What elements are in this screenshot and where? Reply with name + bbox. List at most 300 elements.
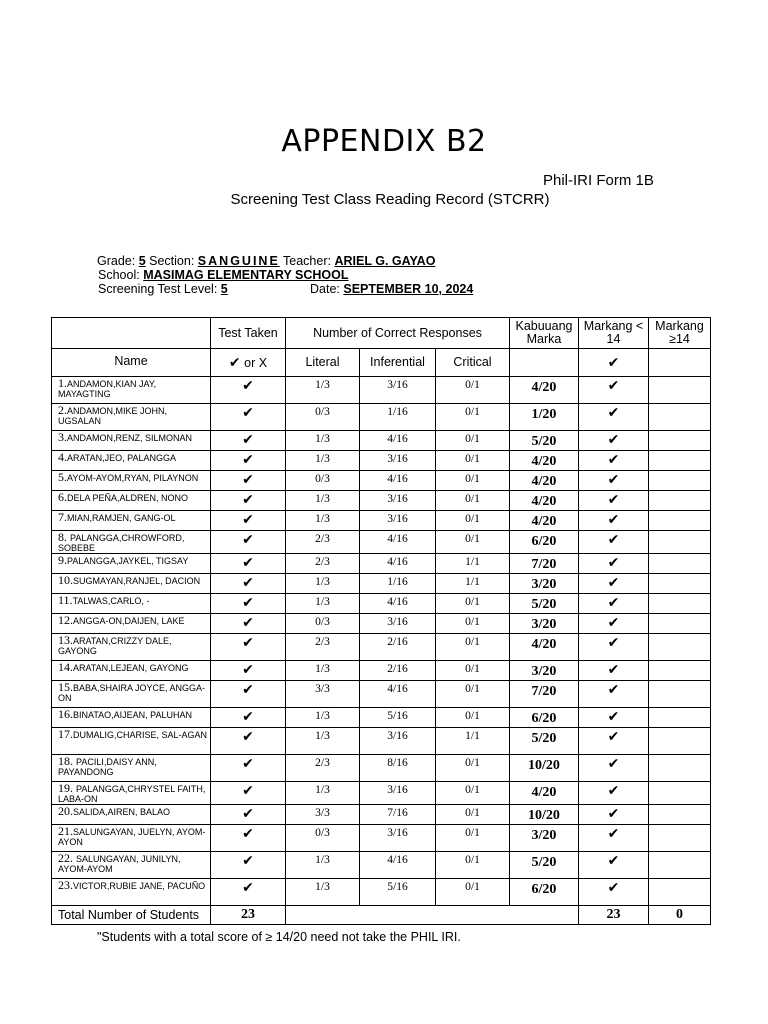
check-icon: ✔ [242, 532, 254, 548]
below-14-cell [579, 511, 649, 531]
table-row [52, 404, 711, 431]
literal-cell [286, 511, 360, 531]
student-name: PALANGGA,CHROWFORD, SOBEBE [58, 533, 185, 553]
table-row [52, 451, 711, 471]
student-name: ARATAN,JEO, PALANGGA [67, 453, 177, 463]
critical-score: 0/1 [465, 710, 480, 722]
literal-cell [286, 451, 360, 471]
literal-score: 0/3 [315, 827, 330, 839]
critical-score: 1/1 [465, 730, 480, 742]
inferential-score: 4/16 [387, 556, 408, 568]
row-number: 12. [58, 613, 73, 627]
table-row [52, 531, 711, 554]
critical-cell [436, 708, 510, 728]
inferential-score: 1/16 [387, 576, 408, 588]
footer-label: Total Number of Students [52, 906, 211, 925]
inferential-score: 4/16 [387, 683, 408, 695]
literal-score: 1/3 [315, 730, 330, 742]
total-score: 4/20 [531, 474, 557, 489]
below-14-cell [579, 594, 649, 614]
critical-cell [436, 614, 510, 634]
inferential-cell [360, 852, 436, 879]
total-score: 3/20 [531, 664, 557, 679]
check-icon: ✔ [242, 378, 254, 394]
test-taken-cell [211, 511, 286, 531]
critical-cell [436, 574, 510, 594]
test-taken-cell [211, 491, 286, 511]
header-literal: Literal [286, 349, 360, 377]
below-14-cell [579, 574, 649, 594]
student-name: VICTOR,RUBIE JANE, PACUÑO [73, 881, 206, 891]
total-score-cell [510, 404, 579, 431]
student-name-cell [52, 634, 211, 661]
below-14-cell [579, 404, 649, 431]
check-icon: ✔ [242, 853, 254, 869]
below-14-cell [579, 852, 649, 879]
below-14-cell [579, 879, 649, 906]
header-blank-14 [649, 349, 711, 377]
header-correct-responses: Number of Correct Responses [286, 318, 510, 349]
at-least-14-cell [649, 708, 711, 728]
check-icon: ✔ [242, 575, 254, 591]
below-14-cell [579, 531, 649, 554]
at-least-14-cell [649, 531, 711, 554]
student-name-cell [52, 451, 211, 471]
check-icon: ✔ [242, 405, 254, 421]
at-least-14-cell [649, 574, 711, 594]
total-score-cell [510, 728, 579, 755]
check-icon: ✔ [242, 880, 254, 896]
inferential-score: 2/16 [387, 663, 408, 675]
student-name: AYOM-AYOM,RYAN, PILAYNON [67, 473, 199, 483]
inferential-cell [360, 755, 436, 782]
student-name: ANDAMON,KIAN JAY, MAYAGTING [58, 379, 157, 399]
literal-cell [286, 491, 360, 511]
row-number: 15. [58, 680, 73, 694]
below-14-cell [579, 634, 649, 661]
inferential-cell [360, 614, 436, 634]
critical-score: 0/1 [465, 596, 480, 608]
inferential-score: 7/16 [387, 807, 408, 819]
inferential-score: 4/16 [387, 854, 408, 866]
header-row-1 [52, 318, 711, 349]
critical-score: 0/1 [465, 533, 480, 545]
test-taken-cell [211, 404, 286, 431]
literal-cell [286, 681, 360, 708]
test-taken-cell [211, 471, 286, 491]
inferential-cell [360, 574, 436, 594]
table-row [52, 574, 711, 594]
student-name-cell [52, 755, 211, 782]
total-score: 4/20 [531, 494, 557, 509]
row-number: 7. [58, 510, 67, 524]
total-score-cell [510, 471, 579, 491]
row-number: 23. [58, 878, 73, 892]
student-name-cell [52, 879, 211, 906]
student-name: SALUNGAYAN, JUELYN, AYOM-AYON [58, 827, 206, 847]
critical-cell [436, 594, 510, 614]
critical-cell [436, 511, 510, 531]
table-row [52, 825, 711, 852]
literal-score: 1/3 [315, 596, 330, 608]
at-least-14-cell [649, 594, 711, 614]
test-taken-cell [211, 554, 286, 574]
literal-cell [286, 782, 360, 805]
at-least-14-cell [649, 471, 711, 491]
section-label: Section: [149, 254, 195, 268]
student-name: DELA PEÑA,ALDREN, NONO [67, 493, 189, 503]
info-line-school [98, 268, 349, 282]
critical-score: 0/1 [465, 616, 480, 628]
critical-cell [436, 404, 510, 431]
row-number: 22. [58, 851, 76, 865]
check-icon: ✔ [607, 492, 620, 508]
at-least-14-cell [649, 681, 711, 708]
footnote: "Students with a total score of ≥ 14/20 need not take the PHIL IRI. [97, 930, 461, 944]
literal-cell [286, 574, 360, 594]
literal-score: 2/3 [315, 757, 330, 769]
at-least-14-cell [649, 879, 711, 906]
inferential-score: 3/16 [387, 493, 408, 505]
below-14-cell [579, 805, 649, 825]
critical-cell [436, 825, 510, 852]
header-total-score: Kabuuang Marka [510, 318, 579, 349]
check-icon: ✔ [607, 575, 620, 591]
check-icon: ✔ [242, 806, 254, 822]
total-score: 4/20 [531, 785, 557, 800]
row-number: 8. [58, 530, 70, 544]
inferential-score: 3/16 [387, 730, 408, 742]
student-name: MIAN,RAMJEN, GANG-OL [67, 513, 176, 523]
total-score: 4/20 [531, 637, 557, 652]
total-score: 4/20 [531, 514, 557, 529]
test-taken-cell [211, 825, 286, 852]
critical-cell [436, 431, 510, 451]
student-name-cell [52, 614, 211, 634]
critical-score: 0/1 [465, 379, 480, 391]
student-name: ARATAN,LEJEAN, GAYONG [73, 663, 189, 673]
literal-cell [286, 614, 360, 634]
section-value: SANGUINE [197, 254, 280, 268]
check-icon: ✔ [607, 555, 620, 571]
check-icon: ✔ [607, 635, 620, 651]
check-icon: ✔ [242, 682, 254, 698]
literal-score: 3/3 [315, 807, 330, 819]
check-icon: ✔ [242, 635, 254, 651]
student-name-cell [52, 511, 211, 531]
inferential-cell [360, 681, 436, 708]
critical-cell [436, 451, 510, 471]
below-14-cell [579, 782, 649, 805]
critical-cell [436, 554, 510, 574]
total-score: 6/20 [531, 882, 557, 897]
row-number: 1. [58, 376, 67, 390]
check-icon: ✔ [607, 783, 620, 799]
inferential-cell [360, 511, 436, 531]
critical-score: 0/1 [465, 406, 480, 418]
below-14-cell [579, 755, 649, 782]
inferential-score: 3/16 [387, 513, 408, 525]
literal-score: 1/3 [315, 433, 330, 445]
inferential-cell [360, 531, 436, 554]
total-score: 5/20 [531, 434, 557, 449]
below-14-cell [579, 708, 649, 728]
total-score: 3/20 [531, 577, 557, 592]
total-score-cell [510, 661, 579, 681]
row-number: 6. [58, 490, 67, 504]
inferential-cell [360, 879, 436, 906]
student-name: PALANGGA,CHRYSTEL FAITH, LABA-ON [58, 784, 206, 804]
total-score-cell [510, 531, 579, 554]
at-least-14-cell [649, 404, 711, 431]
student-name: PACILI,DAISY ANN, PAYANDONG [58, 757, 157, 777]
test-taken-cell [211, 661, 286, 681]
student-name: ANGGA-ON,DAIJEN, LAKE [73, 616, 185, 626]
critical-score: 0/1 [465, 513, 480, 525]
inferential-score: 5/16 [387, 710, 408, 722]
at-least-14-cell [649, 377, 711, 404]
grade-value: 5 [138, 254, 146, 268]
header-critical: Critical [436, 349, 510, 377]
critical-score: 0/1 [465, 757, 480, 769]
check-icon: ✔ [607, 756, 620, 772]
critical-cell [436, 634, 510, 661]
literal-cell [286, 728, 360, 755]
total-score: 4/20 [531, 380, 557, 395]
row-number: 3. [58, 430, 67, 444]
literal-score: 2/3 [315, 556, 330, 568]
student-name: BABA,SHAIRA JOYCE, ANGGA-ON [58, 683, 206, 703]
total-score-cell [510, 825, 579, 852]
total-score-cell [510, 594, 579, 614]
inferential-score: 3/16 [387, 453, 408, 465]
student-name-cell [52, 782, 211, 805]
literal-score: 0/3 [315, 473, 330, 485]
at-least-14-cell [649, 451, 711, 471]
critical-score: 0/1 [465, 493, 480, 505]
table-row [52, 594, 711, 614]
inferential-score: 1/16 [387, 406, 408, 418]
total-score: 10/20 [528, 808, 560, 823]
total-score: 5/20 [531, 731, 557, 746]
critical-score: 1/1 [465, 576, 480, 588]
literal-score: 1/3 [315, 453, 330, 465]
literal-cell [286, 554, 360, 574]
literal-score: 0/3 [315, 406, 330, 418]
at-least-14-cell [649, 511, 711, 531]
check-icon: ✔ [228, 354, 241, 371]
total-score: 6/20 [531, 711, 557, 726]
form-name: Phil-IRI Form 1B [543, 172, 654, 189]
inferential-cell [360, 554, 436, 574]
header-at-least-14: Markang ≥14 [649, 318, 711, 349]
inferential-cell [360, 728, 436, 755]
table-row [52, 634, 711, 661]
check-icon: ✔ [242, 729, 254, 745]
row-number: 21. [58, 824, 73, 838]
literal-cell [286, 531, 360, 554]
student-name: ARATAN,CRIZZY DALE, GAYONG [58, 636, 172, 656]
literal-score: 1/3 [315, 710, 330, 722]
critical-cell [436, 755, 510, 782]
date-value: SEPTEMBER 10, 2024 [343, 282, 474, 296]
inferential-cell [360, 491, 436, 511]
inferential-cell [360, 594, 436, 614]
at-least-14-cell [649, 755, 711, 782]
row-number: 14. [58, 660, 73, 674]
table-row [52, 471, 711, 491]
total-score-cell [510, 574, 579, 594]
check-icon: ✔ [607, 512, 620, 528]
literal-score: 1/3 [315, 513, 330, 525]
check-icon: ✔ [607, 452, 620, 468]
check-icon: ✔ [242, 783, 254, 799]
total-score: 3/20 [531, 617, 557, 632]
student-name-cell [52, 594, 211, 614]
literal-cell [286, 755, 360, 782]
below-14-cell [579, 451, 649, 471]
inferential-cell [360, 471, 436, 491]
total-score-cell [510, 554, 579, 574]
test-taken-cell [211, 377, 286, 404]
critical-cell [436, 661, 510, 681]
check-icon: ✔ [607, 853, 620, 869]
inferential-cell [360, 805, 436, 825]
student-name-cell [52, 554, 211, 574]
total-score-cell [510, 377, 579, 404]
below-14-cell [579, 681, 649, 708]
check-icon: ✔ [242, 662, 254, 678]
literal-score: 0/3 [315, 616, 330, 628]
check-icon: ✔ [607, 472, 620, 488]
level-label: Screening Test Level: [98, 282, 218, 296]
school-value: MASIMAG ELEMENTARY SCHOOL [143, 268, 349, 282]
below-14-cell [579, 661, 649, 681]
footer-row [52, 906, 711, 925]
inferential-cell [360, 634, 436, 661]
test-taken-cell [211, 852, 286, 879]
critical-score: 0/1 [465, 827, 480, 839]
student-name-cell [52, 825, 211, 852]
teacher-value: ARIEL G. GAYAO [334, 254, 436, 268]
footer-taken-total: 23 [211, 906, 286, 925]
table-row [52, 614, 711, 634]
table-row [52, 554, 711, 574]
student-name: TALWAS,CARLO, - [72, 596, 150, 606]
info-line-level [98, 282, 228, 296]
header-below-14-check [579, 349, 649, 377]
grade-label: Grade: [97, 254, 136, 268]
literal-score: 1/3 [315, 854, 330, 866]
total-score: 10/20 [528, 758, 560, 773]
at-least-14-cell [649, 825, 711, 852]
table-row [52, 879, 711, 906]
check-icon: ✔ [607, 806, 620, 822]
below-14-cell [579, 825, 649, 852]
at-least-14-cell [649, 431, 711, 451]
inferential-score: 4/16 [387, 473, 408, 485]
student-name-cell [52, 728, 211, 755]
table-row [52, 782, 711, 805]
check-icon: ✔ [242, 615, 254, 631]
inferential-cell [360, 782, 436, 805]
critical-score: 1/1 [465, 556, 480, 568]
check-icon: ✔ [607, 354, 620, 371]
total-score-cell [510, 491, 579, 511]
test-taken-cell [211, 805, 286, 825]
footer-blank [286, 906, 579, 925]
at-least-14-cell [649, 852, 711, 879]
test-taken-cell [211, 634, 286, 661]
student-name-cell [52, 574, 211, 594]
at-least-14-cell [649, 554, 711, 574]
test-taken-cell [211, 681, 286, 708]
table-row [52, 708, 711, 728]
total-score: 3/20 [531, 828, 557, 843]
total-score: 1/20 [531, 407, 557, 422]
header-inferential: Inferential [360, 349, 436, 377]
literal-cell [286, 805, 360, 825]
table-row [52, 431, 711, 451]
literal-cell [286, 594, 360, 614]
row-number: 9. [58, 553, 67, 567]
student-name-cell [52, 431, 211, 451]
check-icon: ✔ [607, 378, 620, 394]
student-name: SUGMAYAN,RANJEL, DACION [73, 576, 201, 586]
critical-score: 0/1 [465, 881, 480, 893]
inferential-score: 8/16 [387, 757, 408, 769]
row-number: 19. [58, 781, 76, 795]
table-row [52, 491, 711, 511]
test-taken-cell [211, 614, 286, 634]
student-name: BINATAO,AIJEAN, PALUHAN [73, 710, 193, 720]
check-icon: ✔ [242, 452, 254, 468]
check-icon: ✔ [607, 532, 620, 548]
total-score-cell [510, 782, 579, 805]
inferential-score: 5/16 [387, 881, 408, 893]
below-14-cell [579, 377, 649, 404]
literal-cell [286, 879, 360, 906]
test-taken-cell [211, 782, 286, 805]
check-icon: ✔ [242, 709, 254, 725]
row-number: 17. [58, 727, 73, 741]
at-least-14-cell [649, 491, 711, 511]
header-below-14: Markang < 14 [579, 318, 649, 349]
table-row [52, 728, 711, 755]
critical-cell [436, 805, 510, 825]
inferential-cell [360, 708, 436, 728]
table-row [52, 852, 711, 879]
test-taken-cell [211, 531, 286, 554]
at-least-14-cell [649, 782, 711, 805]
test-taken-cell [211, 755, 286, 782]
literal-score: 2/3 [315, 636, 330, 648]
below-14-cell [579, 728, 649, 755]
footer-below-14-total: 23 [579, 906, 649, 925]
or-x-label: or X [244, 355, 268, 370]
inferential-cell [360, 404, 436, 431]
header-check-or-x [211, 349, 286, 377]
critical-score: 0/1 [465, 636, 480, 648]
inferential-score: 3/16 [387, 784, 408, 796]
test-taken-cell [211, 451, 286, 471]
student-name: DUMALIG,CHARISE, SAL-AGAN [73, 730, 208, 740]
row-number: 11. [58, 593, 73, 607]
student-rows [52, 377, 711, 906]
check-icon: ✔ [607, 595, 620, 611]
critical-cell [436, 879, 510, 906]
literal-cell [286, 825, 360, 852]
